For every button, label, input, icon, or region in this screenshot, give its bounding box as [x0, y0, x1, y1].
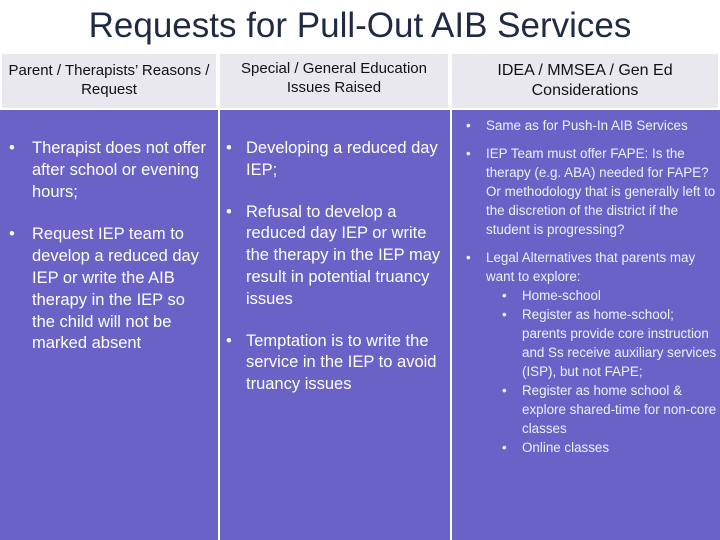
sub-list-item: • Register as home-school; parents provide core instruction and Ss receive auxiliary services (ISP), but not FAPE; [486, 305, 718, 381]
column-body-idea-considerations [450, 110, 720, 540]
sub-list-item: • Register as home school & explore shared-time for non-core classes [486, 381, 718, 438]
column-header-label: IDEA / MMSEA / Gen Ed Considerations [497, 62, 673, 99]
column-header-education-issues [218, 52, 450, 110]
column-body-parent-reasons [0, 110, 218, 540]
list-item: • IEP Team must offer FAPE: Is the therapy (e.g. ABA) needed for FAPE? Or methodology that is generally left to the discretion of the district if the student is progressing? [452, 144, 718, 239]
column-body-education-issues [218, 110, 450, 540]
bullet-list [0, 138, 212, 355]
sub-list-item: • Online classes [486, 438, 718, 457]
column-header-label: Special / General Education Issues Raised [241, 60, 427, 96]
column-header-label: Parent / Therapists’ Reasons / Request [8, 62, 210, 98]
list-item [452, 248, 718, 457]
bullet-list [452, 116, 718, 457]
list-item-text: Legal Alternatives that parents may want to explore: [486, 250, 696, 284]
sub-list-item: • Home-school [486, 286, 718, 305]
list-item: • Temptation is to write the service in the IEP to avoid truancy issues [220, 331, 448, 396]
column-header-idea-considerations [450, 52, 720, 110]
bullet-list [220, 138, 448, 396]
list-item: • Developing a reduced day IEP; [220, 138, 448, 182]
list-item: • Same as for Push-In AIB Services [452, 116, 718, 135]
list-item: • Therapist does not offer after school or evening hours; [0, 138, 212, 203]
column-header-parent-reasons [0, 52, 218, 110]
page-title: Requests for Pull-Out AIB Services [88, 6, 632, 45]
sub-bullet-list [486, 286, 718, 457]
list-item: • Refusal to develop a reduced day IEP or write the therapy in the IEP may result in potential truancy issues [220, 202, 448, 311]
list-item: • Request IEP team to develop a reduced day IEP or write the AIB therapy in the IEP so the child will not be marked absent [0, 224, 212, 355]
